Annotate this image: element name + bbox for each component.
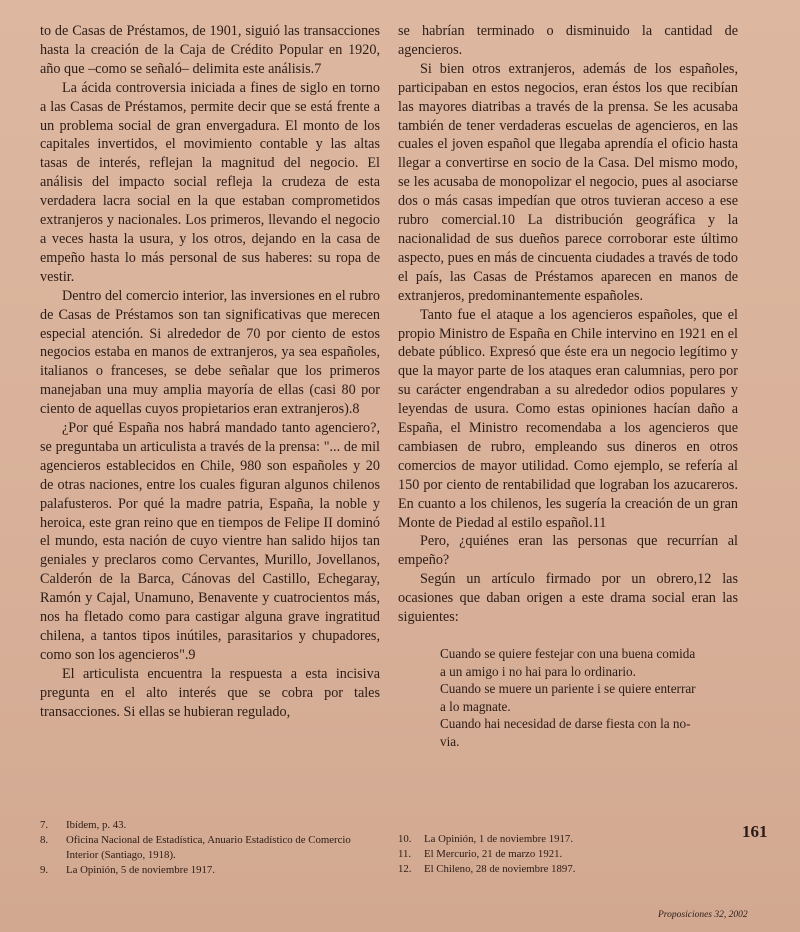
paragraph: Tanto fue el ataque a los agencieros españoles, que el propio Ministro de España en Chile intervino en 1921 en el debate público. Expresó que éste era un negocio legítimo y que la mayor parte de los ataques eran calumnias, pero por su carácter engendraban a su alrededor odios populares y leyendas de usura. Como estas opiniones hacían daño a España, el Ministro recomendaba a los agencieros que cambiasen de rubro, empleando sus dineros en otros comercios de mayor utilidad. Como ejemplo, se refería al 150 por ciento de rentabilidad que lograban los azucareros. En cuanto a los chilenos, les sugería la creación de un gran Monte de Piedad al estilo español.11 [398, 306, 738, 531]
footnote-number: 9. [40, 864, 49, 876]
footnote [398, 832, 728, 847]
paragraph: to de Casas de Préstamos, de 1901, siguió las transacciones hasta la creación de la Caja de Crédito Popular en 1920, año que –como se señaló– delimita este análisis.7 [40, 23, 380, 77]
footnote [398, 847, 728, 862]
running-footer: Proposiciones 32, 2002 [658, 910, 748, 920]
paragraph: Pero, ¿quiénes eran las personas que recurrían al empeño? [398, 533, 738, 569]
quote-line: via. [440, 733, 460, 749]
footnotes-right [398, 832, 728, 877]
footnote [40, 818, 370, 833]
quote-line: a lo magnate. [440, 698, 511, 714]
paragraph: La ácida controversia iniciada a fines de siglo en torno a las Casas de Préstamos, permite decir que se está frente a un problema social de gran envergadura. El monto de los capitales invertidos, el movimiento contable y las altas tasas de interés, reflejan la magnitud del negocio. El análisis del impacto social refleja la crudeza de esta verdadera lacra social en la que estaban comprometidos extranjeros y nacionales. Los primeros, llevando el negocio a veces hasta la usura, y los otros, dejando en la casa de empeño hasta lo más personal de sus haberes: su ropa de vestir. [40, 79, 380, 285]
left-text-column [40, 22, 380, 722]
footnote-number: 7. [40, 819, 49, 831]
footnote-text: La Opinión, 1 de noviembre 1917. [424, 833, 574, 845]
footnote-number: 12. [398, 863, 412, 875]
paragraph: El articulista encuentra la respuesta a esta incisiva pregunta en el alto interés que se cobra por tales transacciones. Si ellas se hubieran regulado, [40, 665, 380, 720]
quote-line: Cuando hai necesidad de darse fiesta con la no- [440, 716, 691, 732]
footnote-number: 11. [398, 848, 412, 860]
block-quote [440, 645, 738, 751]
quote-line: Cuando se quiere festejar con una buena comida [440, 646, 696, 661]
footnote-text: La Opinión, 5 de noviembre 1917. [66, 864, 216, 876]
footnote-number: 8. [40, 834, 49, 846]
footnote-text: El Chileno, 28 de noviembre 1897. [424, 863, 576, 875]
quote-line: Cuando se muere un pariente i se quiere enterrar [440, 681, 696, 697]
footnotes-left [40, 818, 370, 878]
quote-line: a un amigo i no hai para lo ordinario. [440, 663, 636, 679]
footnote [40, 833, 370, 863]
footnote-text: Ibídem, p. 43. [66, 819, 127, 831]
paragraph: se habrían terminado o disminuido la cantidad de agencieros. [398, 23, 738, 58]
paragraph: Dentro del comercio interior, las inversiones en el rubro de Casas de Préstamos son tan significativas que merecen especial atención. Si alrededor de 70 por ciento de estos negocios estaba en manos de extranjeros, ya sea españoles, italianos o franceses, se debe señalar que los primeros manejaban una muy amplia mayoría de ellas (casi 80 por ciento de aquellas cuyos propietarios eran extranjeros).8 [40, 287, 380, 418]
paragraph: Si bien otros extranjeros, además de los españoles, participaban en estos negocios, eran éstos los que recibían las mayores diatribas a través de la prensa. Se les acusaba también de tener verdaderas escuelas de agencieros, en las cuales el joven español que llegaba aprendía el oficio hasta llegar a convertirse en socio de la Casa. Del mismo modo, se les acusaba de monopolizar el negocio, pues al asociarse dos o más casas impedían que otros tuvieran acceso a ese rubro comercial.10 La distribución geográfica y la nacionalidad de sus dueños parece corroborar este último aspecto, pues en más de cincuenta ciudades a través de todo el país, las Casas de Préstamos aparecen en manos de extranjeros, predominantemente españoles. [398, 60, 738, 304]
footnote [40, 863, 370, 878]
paragraph: ¿Por qué España nos habrá mandado tanto agenciero?, se preguntaba un articulista a través de la prensa: "... de mil agencieros establecidos en Chile, 980 son españoles y 20 de otras naciones, entre los cuales figuran algunos chilenos palafusteros. Por qué la madre patria, España, la noble y heroica, este gran reino que en tiempos de Felipe II dominó el mundo, esta nación de cuyo vientre han salido hijos tan geniales y preclaros como Cervantes, Murillo, Jovellanos, Calderón de la Barca, Cánovas del Castillo, Echegaray, Ramón y Cajal, Unamuno, Benavente y cuatrocientos más, nos ha fletado como para castigar alguna grave ingratitud chilena, a tantos tipos inútiles, parasitarios y chupadores, como son los agencieros".9 [40, 420, 380, 663]
footnote-text: El Mercurio, 21 de marzo 1921. [424, 848, 563, 860]
page-number: 161 [742, 822, 768, 841]
paragraph: Según un artículo firmado por un obrero,12 las ocasiones que daban origen a este drama social eran las siguientes: [398, 571, 738, 626]
footnote-number: 10. [398, 833, 412, 845]
footnote-text: Oficina Nacional de Estadística, Anuario Estadístico de Comercio Interior (Santiago, 1918). [66, 834, 351, 861]
footnote [398, 862, 728, 877]
right-text-column [398, 22, 738, 751]
